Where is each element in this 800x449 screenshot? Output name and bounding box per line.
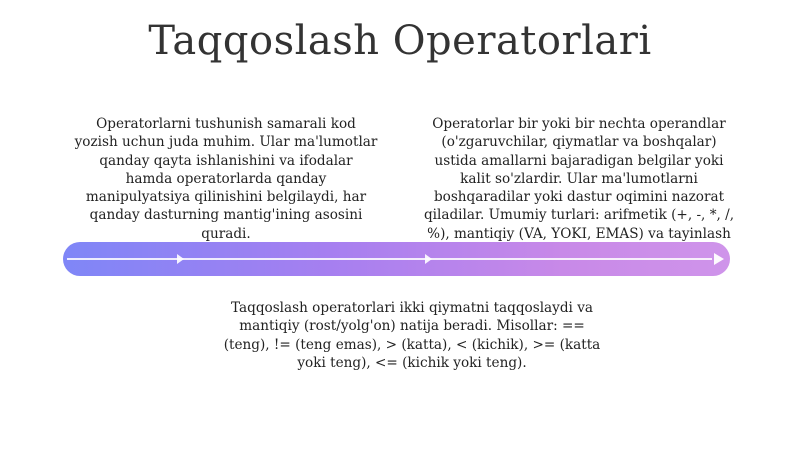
timeline-marker-icon xyxy=(177,254,184,264)
slide-title: Taqqoslash Operatorlari xyxy=(148,18,652,64)
text-block-bottom: Taqqoslash operatorlari ikki qiymatni taqqoslaydi va mantiqiy (rost/yolg'on) natija beradi. Misollar: == (teng), != (teng emas), > (katta), < (kichik), >= (katta yoki teng), <= (kichik yoki teng). xyxy=(223,300,601,371)
timeline-line xyxy=(67,258,712,260)
text-block-left: Operatorlarni tushunish samarali kod yozish uchun juda muhim. Ular ma'lumotlar qanday qayta ishlanishini va ifodalar hamda operatorlarda qanday manipulyatsiya qilinishini belgilaydi, har qanday dasturning mantig'ining asosini quradi. xyxy=(74,116,378,242)
timeline-bar xyxy=(63,242,730,276)
text-block-right: Operatorlar bir yoki bir nechta operandlar (o'zgaruvchilar, qiymatlar va boshqalar) ustida amallarni bajaradigan belgilar yoki kalit so'zlardir. Ular ma'lumotlarni boshqaradilar yoki dastur oqimini nazorat qiladilar. Umumiy turlari: arifmetik (+, -, *, /, %), mantiqiy (VA, YOKI, EMAS) va tayinlash xyxy=(423,116,735,242)
timeline-marker-icon xyxy=(425,254,432,264)
arrow-right-icon xyxy=(714,253,724,265)
